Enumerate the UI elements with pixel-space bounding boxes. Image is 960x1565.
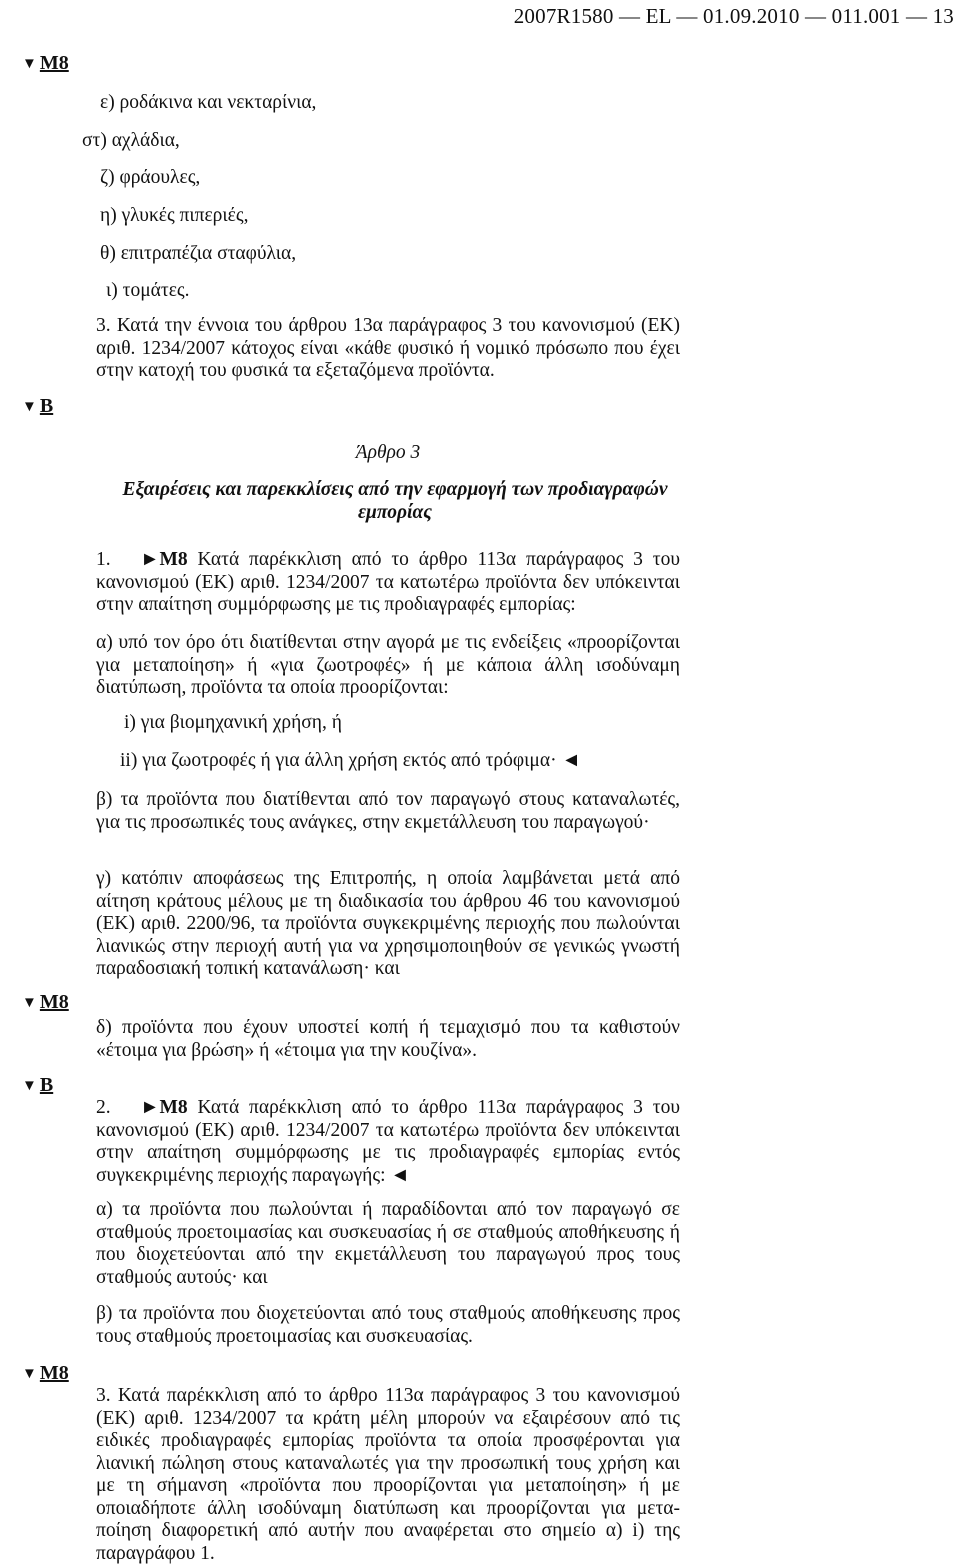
paragraph-2 [96, 1097, 680, 1187]
triangle-down-icon: ▼ [22, 399, 37, 415]
paragraph-3-holder-definition: 3. Κατά την έννοια του άρθρου 13α παράγραφος 3 του κανονισμού (ΕΚ) αριθ. 1234/2007 κάτοχος είναι «κάθε φυσικό ή νομικό πρόσωπο που έχει στην κατοχή του φυσικά τα εξεταζόμενα προϊόντα. [96, 315, 680, 381]
triangle-down-icon: ▼ [22, 56, 37, 72]
paragraph-3-exemption: 3. Κατά παρέκκλιση από το άρθρο 113α παράγραφος 3 του κανονισμού (ΕΚ) αριθ. 1234/2007 τα κράτη μέλη μπορούν να εξαιρέσουν από τις ειδικές προδιαγραφές εμπορίας προϊόντα τα οποία προσφέρονται για λιανική πώληση στους καταναλωτές για την προσωπική τους χρήση και με τη σήμανση «προϊόντα που προορίζονται για μεταποίηση» ή με οποιαδήποτε άλλη ισοδύναμη διατύπωση και προορίζονται για μεταποίηση διαφορετική από αυτήν που αναφέρεται στο σημείο α) i) της παραγράφου 1. [96, 1385, 680, 1564]
arrow-right-icon: ► [140, 549, 160, 570]
marker-code: M8 [39, 1362, 69, 1384]
list-item: ζ) φράουλες, [100, 167, 201, 188]
amendment-marker-m8[interactable] [22, 1362, 69, 1385]
paragraph-number: 2. [96, 1097, 111, 1118]
amendment-ref[interactable]: M8 [159, 549, 188, 570]
triangle-down-icon: ▼ [22, 1078, 37, 1094]
article-number: Άρθρο 3 [355, 442, 421, 463]
marker-code: B [39, 1074, 54, 1096]
marker-code: M8 [39, 52, 69, 74]
list-item: δ) προϊόντα που έχουν υποστεί κοπή ή τεμαχισμό που τα καθιστούν «έτοιμα για βρώση» ή «έτοιμα για την κουζίνα». [96, 1017, 680, 1061]
page-header: 2007R1580 — EL — 01.09.2010 — 011.001 — 13 [513, 4, 954, 28]
list-item-text: ii) για ζωοτροφές ή για άλλη χρήση εκτός από τρόφιμα· [120, 750, 557, 771]
amendment-ref[interactable]: M8 [159, 1097, 188, 1118]
arrow-left-icon: ◄ [561, 750, 581, 771]
paragraph-text: Κατά παρέκκλιση από το άρθρο 113α παράγραφος 3 του κανονισμού (ΕΚ) αριθ. 1234/2007 τα κατωτέρω προϊόντα δεν υπόκεινται στην απαίτηση συμμόρφωσης με τις προδιαγραφές εμπορίας: [96, 549, 681, 615]
triangle-down-icon: ▼ [22, 995, 37, 1011]
marker-code: M8 [39, 991, 69, 1013]
paragraph-1 [96, 549, 680, 617]
list-item [120, 750, 680, 773]
amendment-marker-b[interactable] [22, 395, 53, 418]
list-item: στ) αχλάδια, [82, 130, 180, 151]
list-item: η) γλυκές πιπεριές, [100, 205, 249, 226]
list-item: θ) επιτραπέζια σταφύλια, [100, 243, 297, 264]
list-item: i) για βιομηχανική χρήση, ή [124, 712, 342, 733]
list-item: β) τα προϊόντα που διοχετεύονται από τους σταθμούς αποθήκευσης προς τους σταθμούς προετοιμασίας και συσκευασίας. [96, 1303, 680, 1347]
triangle-down-icon: ▼ [22, 1366, 37, 1382]
amendment-marker-m8[interactable] [22, 991, 69, 1014]
list-item: α) υπό τον όρο ότι διατίθενται στην αγορά με τις ενδείξεις «προορίζονται για μεταποίηση» ή «για ζωοτροφές» ή με κάποια άλλη ισοδύναμη διατύπωση, προϊόντα τα οποία προορίζονται: [96, 632, 680, 698]
paragraph-number: 1. [96, 549, 111, 570]
list-item: β) τα προϊόντα που διατίθενται από τον παραγωγό στους καταναλωτές, για τις προσωπικές τους ανάγκες, στην εκμετάλλευση του παραγωγού· [96, 789, 680, 833]
marker-code: B [39, 395, 54, 417]
list-item: ι) τομάτες. [106, 280, 190, 301]
arrow-left-icon: ◄ [390, 1164, 410, 1186]
list-item: γ) κατόπιν αποφάσεως της Επιτροπής, η οποία λαμβάνεται μετά από αίτηση κράτους μέλους με τη διαδικασία του άρθρου 46 του κανονισμού (ΕΚ) αριθ. 2200/96, τα προϊόντα συγκεκριμένης περιοχής που πωλούνται λιανικώς στην περιοχή αυτή για να χρησιμοποιηθούν σε γενικώς γνωστή παραδοσιακή τοπική κατανάλωση· και [96, 868, 680, 979]
article-title: Εξαιρέσεις και παρεκκλίσεις από την εφαρμογή των προδιαγραφών εμπορίας [122, 479, 668, 523]
amendment-marker-b[interactable] [22, 1074, 53, 1097]
arrow-right-icon: ► [140, 1097, 160, 1118]
list-item: ε) ροδάκινα και νεκταρίνια, [100, 92, 317, 113]
list-item: α) τα προϊόντα που πωλούνται ή παραδίδονται από τον παραγωγό σε σταθμούς προετοιμασίας και συσκευασίας ή σε σταθμούς αποθήκευσης ή που διοχετεύονται από την εκμετάλλευση του παραγωγού προς τους σταθμούς αυτούς· και [96, 1199, 680, 1288]
amendment-marker-m8[interactable] [22, 52, 69, 75]
paragraph-text: Κατά παρέκκλιση από το άρθρο 113α παράγραφος 3 του κανονισμού (ΕΚ) αριθ. 1234/2007 τα κατωτέρω προϊόντα δεν υπόκεινται στην απαίτηση συμμόρφωσης με τις προδιαγραφές εμπορίας εντός συγκεκριμένης περιοχής παραγωγής: [96, 1097, 681, 1186]
